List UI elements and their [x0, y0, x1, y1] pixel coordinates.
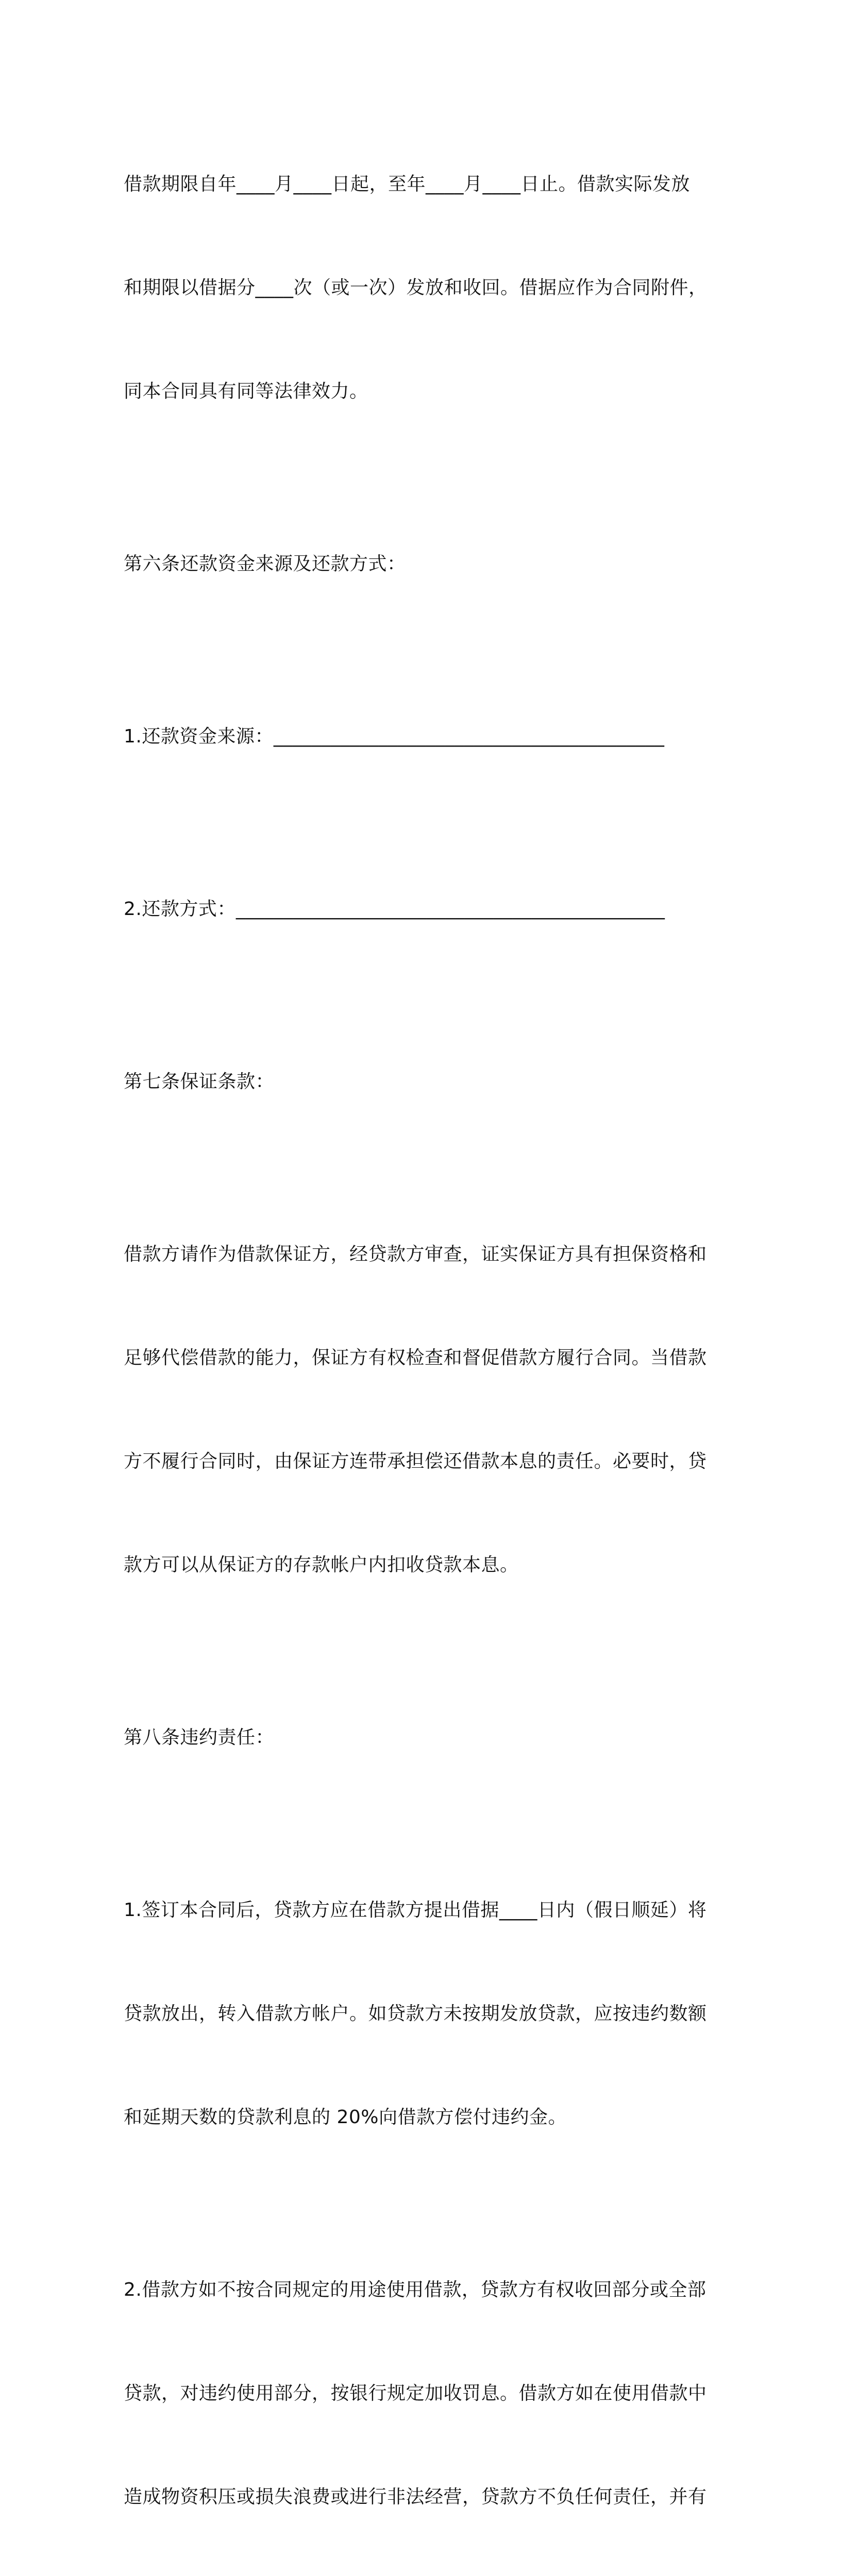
text-line: 借款期限自年____月____日起，至年____月____日止。借款实际发放: [124, 174, 691, 195]
paragraph-breach-2: [124, 2204, 716, 2576]
text-line: 方不履行合同时，由保证方连带承担偿还借款本息的责任。必要时，贷: [124, 1451, 707, 1472]
text-line: 足够代偿借款的能力，保证方有权检查和督促借款方履行合同。当借款: [124, 1347, 707, 1368]
heading-article-8: [124, 1651, 716, 1824]
heading-article-6: [124, 478, 716, 650]
text-line: 借款方请作为借款保证方，经贷款方审查，证实保证方具有担保资格和: [124, 1244, 707, 1265]
repayment-method-field: [124, 823, 716, 995]
paragraph-guarantee-terms: [124, 1168, 716, 1651]
paragraph-breach-1: [124, 1824, 716, 2204]
text-line: 和期限以借据分____次（或一次）发放和收回。借据应作为合同附件，: [124, 277, 708, 298]
text-line: 贷款放出，转入借款方帐户。如贷款方未按期发放贷款，应按违约数额: [124, 2003, 707, 2024]
paragraph-loan-term: [124, 98, 716, 478]
text-line: 款方可以从保证方的存款帐户内扣收贷款本息。: [124, 1554, 519, 1575]
text-line: 1.还款资金来源：_________________________________________: [124, 726, 665, 747]
text-line: 和延期天数的贷款利息的 20%向借款方偿付违约金。: [124, 2107, 567, 2128]
heading-article-7: [124, 995, 716, 1168]
repayment-source-field: [124, 650, 716, 823]
document-body: [124, 98, 716, 2576]
text-line: 第七条保证条款：: [124, 1071, 275, 1092]
text-line: 第六条还款资金来源及还款方式：: [124, 553, 406, 574]
text-line: 贷款，对违约使用部分，按银行规定加收罚息。借款方如在使用借款中: [124, 2383, 707, 2404]
text-line: 1.签订本合同后，贷款方应在借款方提出借据____日内（假日顺延）将: [124, 1900, 707, 1921]
text-line: 2.借款方如不按合同规定的用途使用借款，贷款方有权收回部分或全部: [124, 2279, 707, 2300]
text-line: 2.还款方式：_____________________________________________: [124, 899, 665, 920]
text-line: 第八条违约责任：: [124, 1727, 275, 1748]
text-line: 造成物资积压或损失浪费或进行非法经营，贷款方不负任何责任，并有: [124, 2486, 707, 2507]
text-line: 同本合同具有同等法律效力。: [124, 381, 368, 402]
